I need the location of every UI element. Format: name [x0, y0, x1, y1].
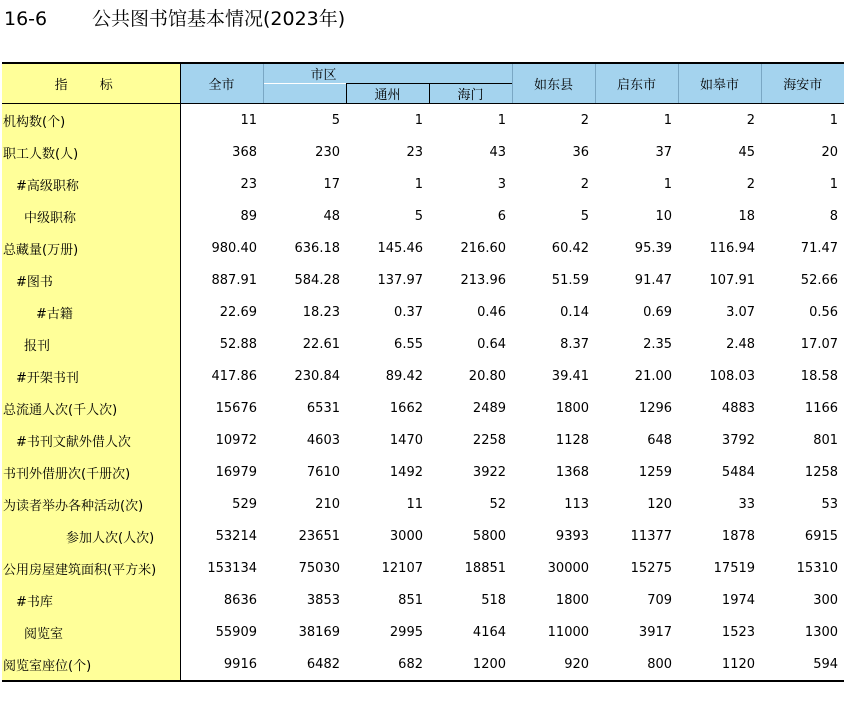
row-label: 总流通人次(千人次)	[2, 392, 180, 424]
cell-value: 2	[580, 112, 590, 128]
cell-value: 0.14	[560, 304, 590, 320]
cell-value: 1	[497, 112, 507, 128]
cell-value: 0.37	[394, 304, 423, 320]
cell-value: 3917	[638, 624, 673, 640]
cell-value: 213.96	[460, 272, 507, 288]
cell-value: 22.61	[302, 336, 340, 352]
table-row	[2, 616, 844, 648]
cell-value: 107.91	[709, 272, 756, 288]
cell-value: 368	[232, 144, 257, 160]
cell-value: 53	[821, 496, 839, 512]
cell-value: 1368	[555, 464, 590, 480]
cell-value: 594	[761, 648, 844, 681]
cell-value: 887.91	[211, 272, 257, 288]
cell-value: 71.47	[800, 240, 839, 256]
cell-value: 636.18	[294, 240, 340, 256]
table-row	[2, 296, 844, 328]
cell-value: 682	[346, 648, 429, 681]
row-label: 阅览室座位(个)	[2, 648, 180, 681]
cell-value: 30000	[547, 560, 590, 576]
cell-value: 1166	[804, 400, 839, 416]
cell-value: 3.07	[726, 304, 756, 320]
cell-value: 89.42	[385, 368, 423, 384]
cell-value: 2995	[389, 624, 423, 640]
cell-value: 518	[481, 592, 507, 608]
table-row	[2, 552, 844, 584]
cell-value: 1	[663, 176, 673, 192]
cell-value: 52.66	[800, 272, 839, 288]
table-row	[2, 648, 844, 681]
cell-value: 3792	[721, 432, 756, 448]
cell-value: 3922	[472, 464, 507, 480]
cell-value: 5800	[472, 528, 507, 544]
cell-value: 11000	[547, 624, 590, 640]
cell-value: 75030	[298, 560, 340, 576]
cell-value: 1662	[389, 400, 423, 416]
cell-value: 20	[821, 144, 839, 160]
row-label: #书刊文献外借人次	[2, 424, 180, 456]
cell-value: 2.48	[726, 336, 756, 352]
cell-value: 52	[489, 496, 507, 512]
row-label: 总藏量(万册)	[2, 232, 180, 264]
header-indicator: 指 标	[2, 63, 180, 104]
cell-value: 584.28	[294, 272, 340, 288]
cell-value: 1470	[389, 432, 423, 448]
table-row	[2, 488, 844, 520]
table-row	[2, 520, 844, 552]
table-row	[2, 360, 844, 392]
cell-value: 0.56	[809, 304, 839, 320]
header-col-shiqu	[263, 63, 512, 84]
cell-value: 0.64	[477, 336, 507, 352]
cell-value: 53214	[215, 528, 257, 544]
cell-value: 1259	[638, 464, 673, 480]
cell-value: 417.86	[211, 368, 257, 384]
cell-value: 113	[564, 496, 590, 512]
cell-value: 23651	[298, 528, 340, 544]
table-row	[2, 136, 844, 168]
cell-value: 1800	[555, 400, 590, 416]
cell-value: 17.07	[800, 336, 839, 352]
cell-value: 39.41	[551, 368, 590, 384]
row-label: 书刊外借册次(千册次)	[2, 456, 180, 488]
cell-value: 43	[489, 144, 507, 160]
cell-value: 5484	[721, 464, 756, 480]
cell-value: 3853	[306, 592, 340, 608]
cell-value: 300	[813, 592, 839, 608]
cell-value: 20.80	[468, 368, 507, 384]
cell-value: 23	[240, 176, 257, 192]
cell-value: 18851	[464, 560, 507, 576]
cell-value: 18	[738, 208, 756, 224]
cell-value: 230.84	[294, 368, 340, 384]
cell-value: 6531	[306, 400, 340, 416]
row-label: #古籍	[2, 296, 180, 328]
cell-value: 529	[232, 496, 257, 512]
cell-value: 18.23	[302, 304, 340, 320]
cell-value: 2.35	[643, 336, 673, 352]
header-subcol-haimen: 海门	[429, 84, 512, 104]
cell-value: 980.40	[211, 240, 257, 256]
cell-value: 1	[414, 112, 423, 128]
header-col-qidong: 启东市	[595, 63, 678, 104]
cell-value: 11377	[630, 528, 673, 544]
cell-value: 1	[829, 176, 839, 192]
row-label: 公用房屋建筑面积(平方米)	[2, 552, 180, 584]
cell-value: 33	[738, 496, 756, 512]
cell-value: 216.60	[460, 240, 507, 256]
cell-value: 1523	[721, 624, 756, 640]
table-row	[2, 392, 844, 424]
cell-value: 11	[240, 112, 257, 128]
header-subcol-spacer	[263, 84, 346, 104]
cell-value: 0.46	[477, 304, 507, 320]
cell-value: 709	[647, 592, 673, 608]
cell-value: 801	[813, 432, 839, 448]
cell-value: 1	[663, 112, 673, 128]
cell-value: 5	[580, 208, 590, 224]
table-number: 16-6	[4, 8, 48, 30]
cell-value: 8636	[223, 592, 257, 608]
cell-value: 1128	[555, 432, 590, 448]
row-label: 为读者举办各种活动(次)	[2, 488, 180, 520]
cell-value: 108.03	[709, 368, 756, 384]
cell-value: 52.88	[219, 336, 257, 352]
row-label: #图书	[2, 264, 180, 296]
row-label: 报刊	[2, 328, 180, 360]
cell-value: 230	[315, 144, 340, 160]
cell-value: 23	[406, 144, 423, 160]
row-label: 机构数(个)	[2, 104, 180, 137]
table-row	[2, 584, 844, 616]
cell-value: 648	[647, 432, 673, 448]
table-row	[2, 456, 844, 488]
cell-value: 920	[512, 648, 595, 681]
cell-value: 36	[572, 144, 590, 160]
cell-value: 10972	[215, 432, 257, 448]
cell-value: 1120	[678, 648, 761, 681]
row-label: 中级职称	[2, 200, 180, 232]
cell-value: 15676	[215, 400, 257, 416]
cell-value: 91.47	[634, 272, 673, 288]
table-row	[2, 104, 844, 137]
cell-value: 1258	[804, 464, 839, 480]
table-title: 公共图书馆基本情况(2023年)	[92, 8, 346, 30]
cell-value: 60.42	[551, 240, 590, 256]
cell-value: 2	[746, 176, 756, 192]
header-col-haian: 海安市	[761, 63, 844, 104]
cell-value: 5	[414, 208, 423, 224]
cell-value: 6	[497, 208, 507, 224]
cell-value: 116.94	[709, 240, 756, 256]
cell-value: 6915	[804, 528, 839, 544]
cell-value: 4164	[472, 624, 507, 640]
cell-value: 1296	[638, 400, 673, 416]
library-stats-table	[2, 62, 844, 682]
cell-value: 10	[655, 208, 673, 224]
cell-value: 210	[315, 496, 340, 512]
header-col-rugao: 如皋市	[678, 63, 761, 104]
table-row	[2, 264, 844, 296]
row-label: #高级职称	[2, 168, 180, 200]
cell-value: 1974	[721, 592, 756, 608]
cell-value: 120	[647, 496, 673, 512]
table-row	[2, 168, 844, 200]
cell-value: 48	[323, 208, 340, 224]
header-col-quanshi: 全市	[180, 63, 263, 104]
header-col-rudong: 如东县	[512, 63, 595, 104]
row-label: 参加人次(人次)	[2, 520, 180, 552]
cell-value: 2489	[472, 400, 507, 416]
cell-value: 17	[323, 176, 340, 192]
cell-value: 15310	[796, 560, 839, 576]
cell-value: 851	[398, 592, 423, 608]
cell-value: 21.00	[634, 368, 673, 384]
cell-value: 1878	[721, 528, 756, 544]
cell-value: 15275	[630, 560, 673, 576]
cell-value: 4603	[306, 432, 340, 448]
cell-value: 89	[240, 208, 257, 224]
cell-value: 11	[406, 496, 423, 512]
table-row	[2, 200, 844, 232]
cell-value: 2	[746, 112, 756, 128]
cell-value: 18.58	[800, 368, 839, 384]
cell-value: 4883	[721, 400, 756, 416]
cell-value: 6482	[263, 648, 346, 681]
cell-value: 17519	[713, 560, 756, 576]
cell-value: 55909	[215, 624, 257, 640]
cell-value: 1300	[804, 624, 839, 640]
row-label: #开架书刊	[2, 360, 180, 392]
cell-value: 2258	[472, 432, 507, 448]
cell-value: 95.39	[634, 240, 673, 256]
cell-value: 3	[497, 176, 507, 192]
cell-value: 153134	[207, 560, 257, 576]
cell-value: 1200	[429, 648, 512, 681]
cell-value: 9393	[555, 528, 590, 544]
cell-value: 2	[580, 176, 590, 192]
cell-value: 45	[738, 144, 756, 160]
cell-value: 8.37	[560, 336, 590, 352]
cell-value: 9916	[180, 648, 263, 681]
cell-value: 1	[829, 112, 839, 128]
cell-value: 145.46	[377, 240, 423, 256]
table-row	[2, 328, 844, 360]
cell-value: 12107	[381, 560, 423, 576]
cell-value: 22.69	[219, 304, 257, 320]
row-label: 阅览室	[2, 616, 180, 648]
cell-value: 137.97	[377, 272, 423, 288]
cell-value: 3000	[389, 528, 423, 544]
cell-value: 0.69	[643, 304, 673, 320]
cell-value: 8	[829, 208, 839, 224]
cell-value: 1800	[555, 592, 590, 608]
header-subcol-tongzhou: 通州	[346, 84, 429, 104]
cell-value: 5	[331, 112, 340, 128]
cell-value: 800	[595, 648, 678, 681]
header-col-shiqu-label: 市区	[310, 68, 337, 83]
cell-value: 38169	[298, 624, 340, 640]
cell-value: 1492	[389, 464, 423, 480]
page-title	[4, 4, 345, 34]
cell-value: 37	[655, 144, 673, 160]
table-row	[2, 424, 844, 456]
cell-value: 16979	[215, 464, 257, 480]
cell-value: 51.59	[551, 272, 590, 288]
row-label: #书库	[2, 584, 180, 616]
cell-value: 1	[414, 176, 423, 192]
cell-value: 7610	[306, 464, 340, 480]
cell-value: 6.55	[394, 336, 423, 352]
table-row	[2, 232, 844, 264]
row-label: 职工人数(人)	[2, 136, 180, 168]
